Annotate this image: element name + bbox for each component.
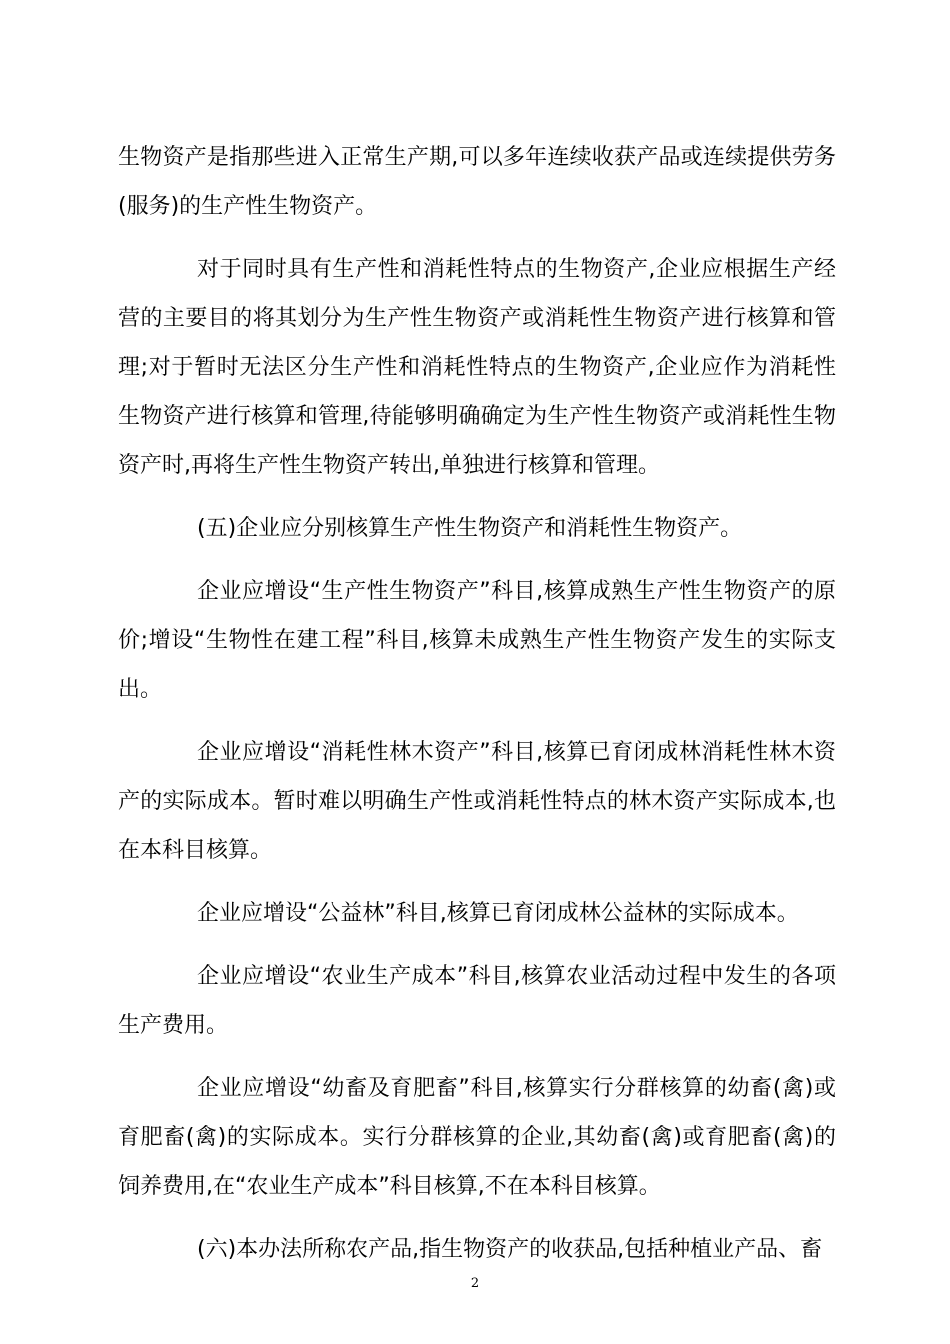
paragraph-6: 企业应增设“公益林”科目,核算已育闭成林公益林的实际成本。 — [197, 901, 799, 926]
paragraph-8: 企业应增设“幼畜及育肥畜”科目,核算实行分群核算的幼畜(禽)或育肥畜(禽)的实际成本。实行分群核算的企业,其幼畜(禽)或育肥畜(禽)的饲养费用,在“农业生产成本”科目核算,不在本科目核算。 — [118, 1076, 836, 1199]
page-number: 2 — [470, 1276, 480, 1291]
paragraph-2: 对于同时具有生产性和消耗性特点的生物资产,企业应根据生产经营的主要目的将其划分为生产性生物资产或消耗性生物资产进行核算和管理;对于暂时无法区分生产性和消耗性特点的生物资产,企业应作为消耗性生物资产进行核算和管理,待能够明确确定为生产性生物资产或消耗性生物资产时,再将生产性生物资产转出,单独进行核算和管理。 — [118, 257, 836, 478]
paragraph-4: 企业应增设“生产性生物资产”科目,核算成熟生产性生物资产的原价;增设“生物性在建工程”科目,核算未成熟生产性生物资产发生的实际支出。 — [118, 579, 836, 702]
paragraph-5: 企业应增设“消耗性林木资产”科目,核算已育闭成林消耗性林木资产的实际成本。暂时难以明确生产性或消耗性特点的林木资产实际成本,也在本科目核算。 — [118, 740, 836, 863]
document-body — [118, 133, 836, 1288]
paragraph-9: (六)本办法所称农产品,指生物资产的收获品,包括种植业产品、畜 — [197, 1237, 823, 1262]
paragraph-7: 企业应增设“农业生产成本”科目,核算农业活动过程中发生的各项生产费用。 — [118, 964, 836, 1038]
paragraph-3: (五)企业应分别核算生产性生物资产和消耗性生物资产。 — [197, 516, 743, 541]
paragraph-1: 生物资产是指那些进入正常生产期,可以多年连续收获产品或连续提供劳务(服务)的生产性生物资产。 — [118, 145, 836, 219]
